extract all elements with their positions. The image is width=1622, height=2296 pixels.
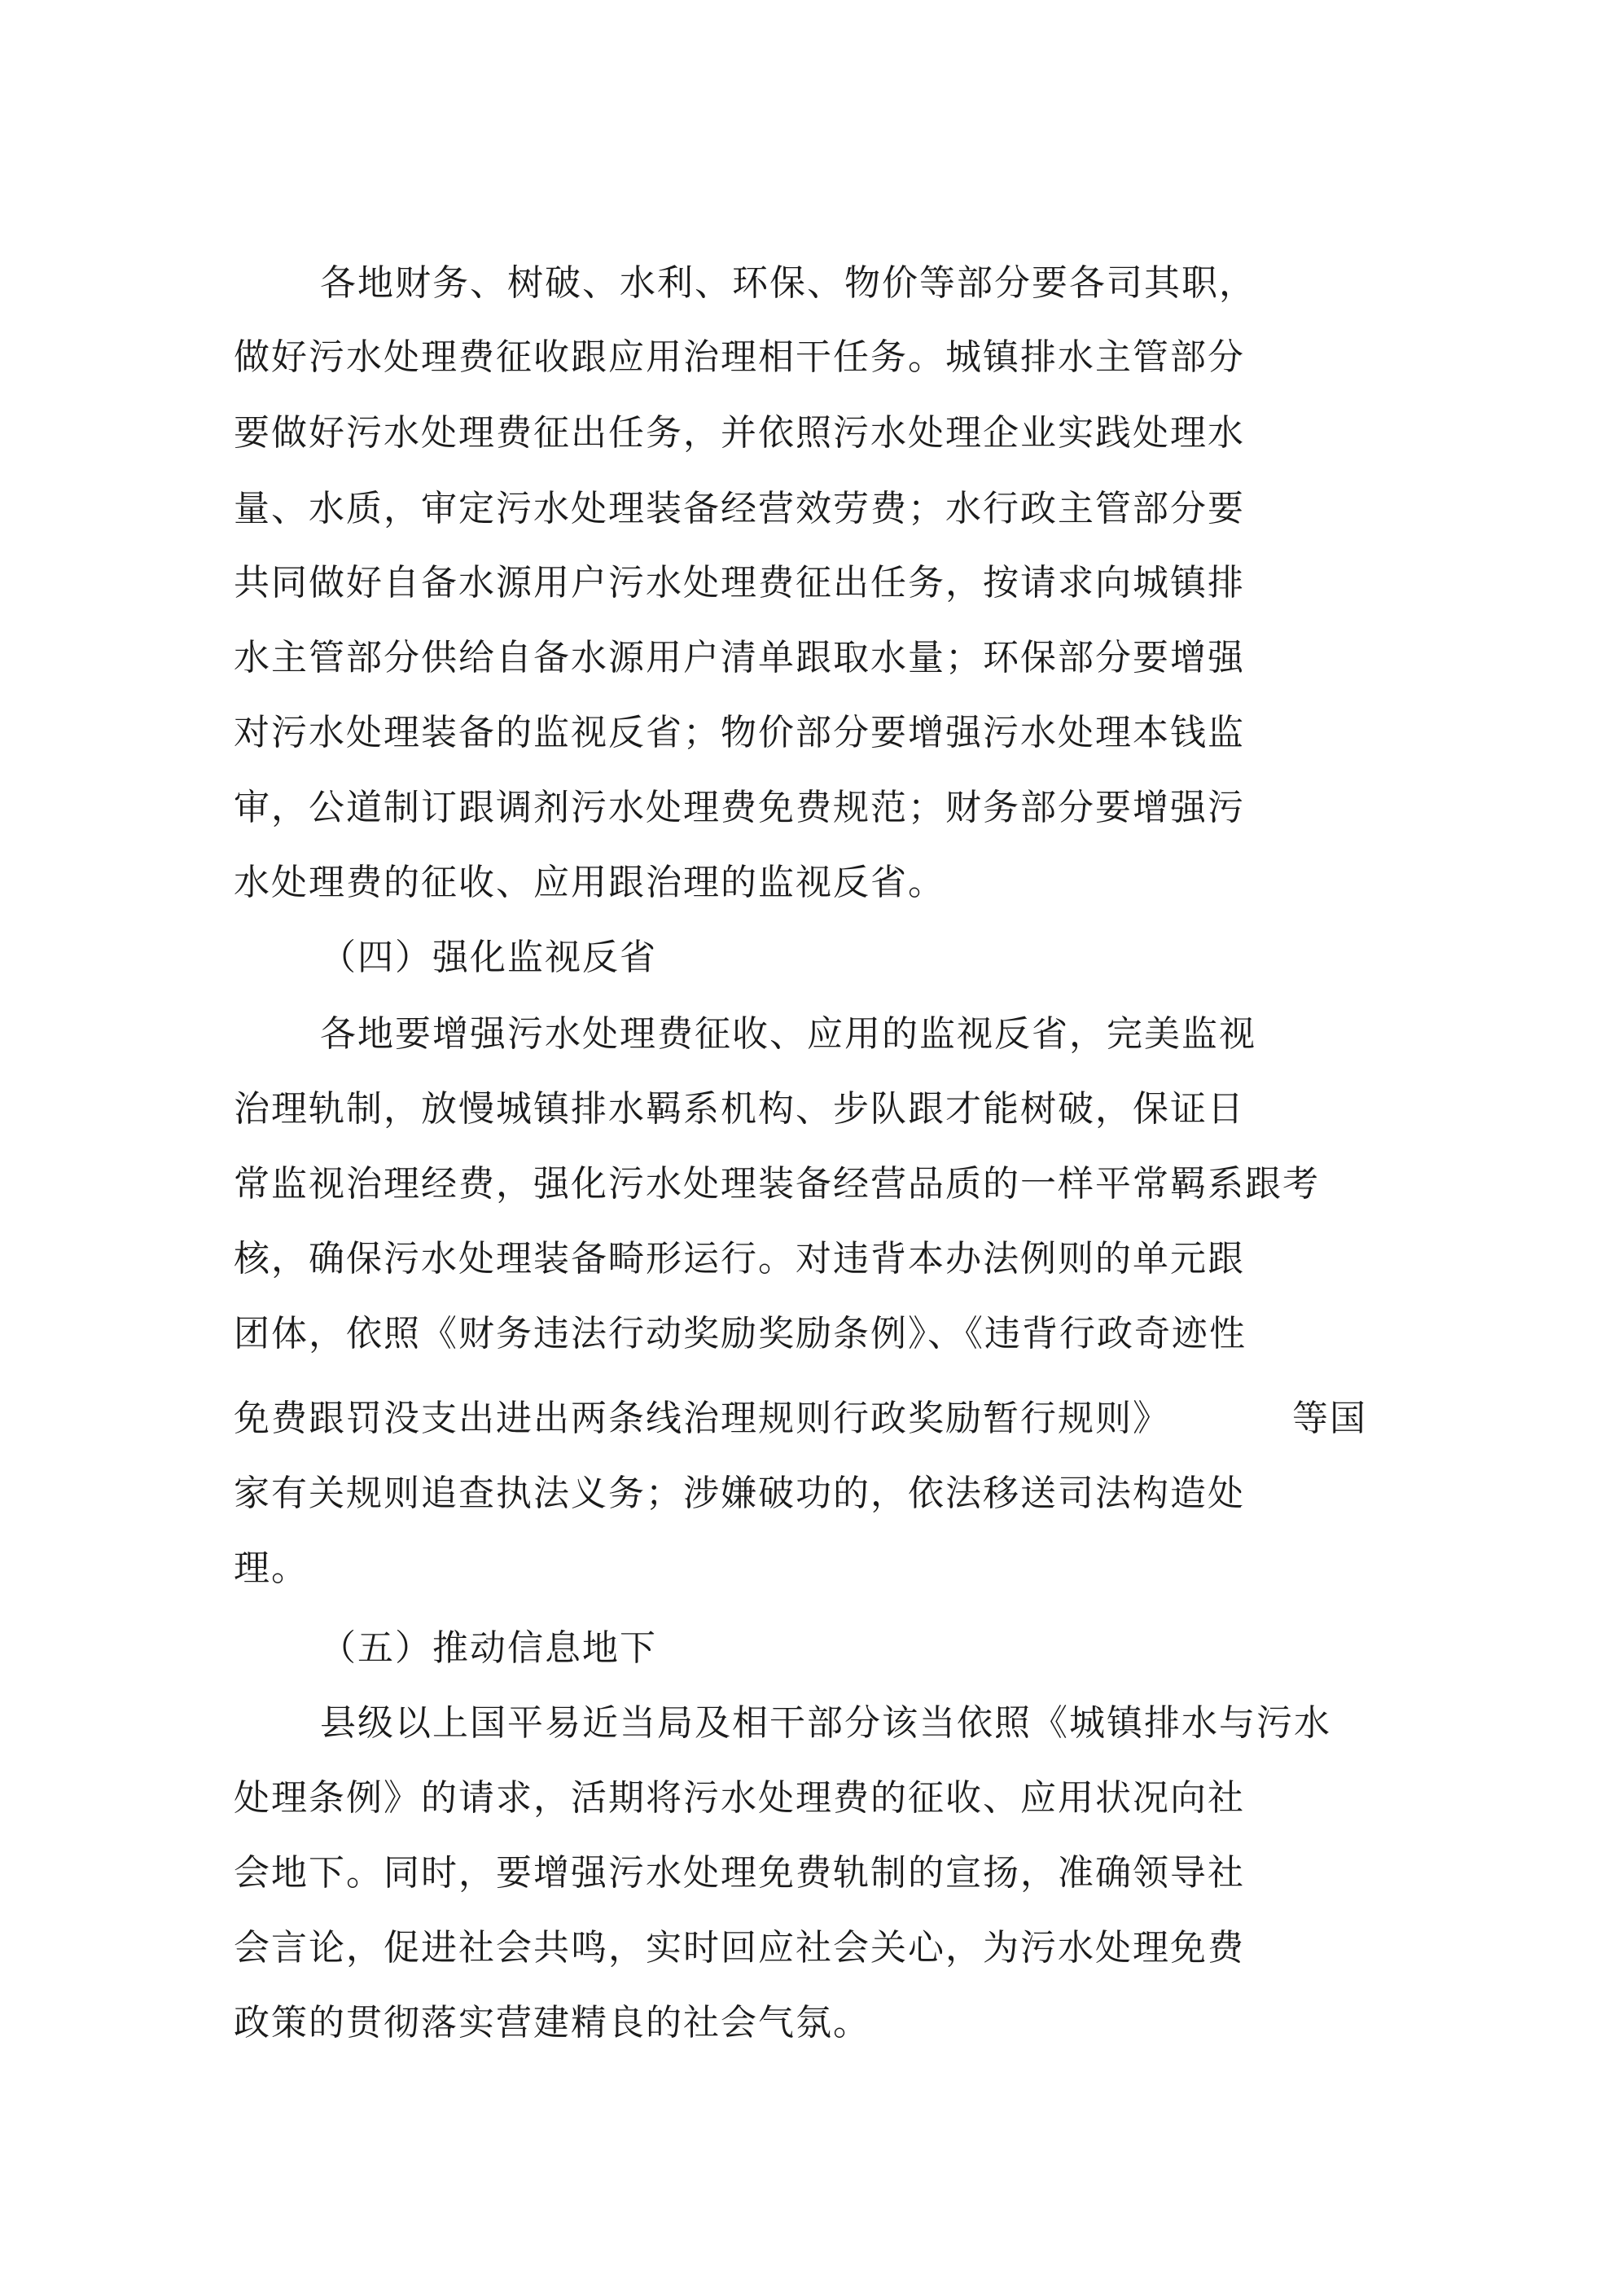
text-line: 会地下。同时，要增强污水处理免费轨制的宣扬，准确领导社 bbox=[234, 1852, 1245, 1894]
text-line: 家有关规则追查执法义务；涉嫌破功的，依法移送司法构造处 bbox=[234, 1473, 1245, 1514]
text-line: 量、水质，审定污水处理装备经营效劳费；水行政主管部分要 bbox=[234, 488, 1245, 529]
text-line: 各地要增强污水处理费征收、应用的监视反省，完美监视 bbox=[320, 1013, 1256, 1055]
text-line: 会言论，促进社会共鸣，实时回应社会关心，为污水处理免费 bbox=[234, 1927, 1245, 1969]
text-line: 县级以上国平易近当局及相干部分该当依照《城镇排水与污水 bbox=[320, 1702, 1331, 1744]
text-fragment: 免费跟罚没支出进出两条线治理规则行政奖励暂行规则》 bbox=[234, 1398, 1170, 1439]
text-line: 共同做好自备水源用户污水处理费征出任务，按请求向城镇排 bbox=[234, 562, 1245, 604]
text-line: 处理条例》的请求，活期将污水处理费的征收、应用状况向社 bbox=[234, 1777, 1245, 1819]
text-line: 水主管部分供给自备水源用户清单跟取水量；环保部分要增强 bbox=[234, 637, 1245, 678]
text-line: 团体，依照《财务违法行动奖励奖励条例》、《违背行政奇迹性 bbox=[234, 1313, 1247, 1354]
text-line: 水处理费的征收、应用跟治理的监视反省。 bbox=[234, 862, 945, 903]
text-line: 对污水处理装备的监视反省；物价部分要增强污水处理本钱监 bbox=[234, 712, 1245, 753]
text-line: 各地财务、树破、水利、环保、物价等部分要各司其职， bbox=[320, 262, 1256, 304]
text-line: 核，确保污水处理装备畸形运行。对违背本办法例则的单元跟 bbox=[234, 1238, 1245, 1280]
text-line: 政策的贯彻落实营建精良的社会气氛。 bbox=[234, 2002, 870, 2044]
text-line: 审，公道制订跟调剂污水处理费免费规范；财务部分要增强污 bbox=[234, 787, 1245, 828]
section-heading: （五）推动信息地下 bbox=[320, 1627, 657, 1669]
text-line: 要做好污水处理费征出任务，并依照污水处理企业实践处理水 bbox=[234, 412, 1245, 454]
section-heading: （四）强化监视反省 bbox=[320, 937, 657, 978]
text-line bbox=[234, 1394, 1367, 1443]
text-line: 理。 bbox=[234, 1547, 309, 1589]
text-line: 常监视治理经费，强化污水处理装备经营品质的一样平常羁系跟考 bbox=[234, 1163, 1320, 1205]
text-line: 治理轨制，放慢城镇排水羁系机构、步队跟才能树破，保证日 bbox=[234, 1088, 1245, 1130]
text-line: 做好污水处理费征收跟应用治理相干任务。城镇排水主管部分 bbox=[234, 336, 1245, 378]
text-fragment: 等国 bbox=[1292, 1398, 1367, 1439]
